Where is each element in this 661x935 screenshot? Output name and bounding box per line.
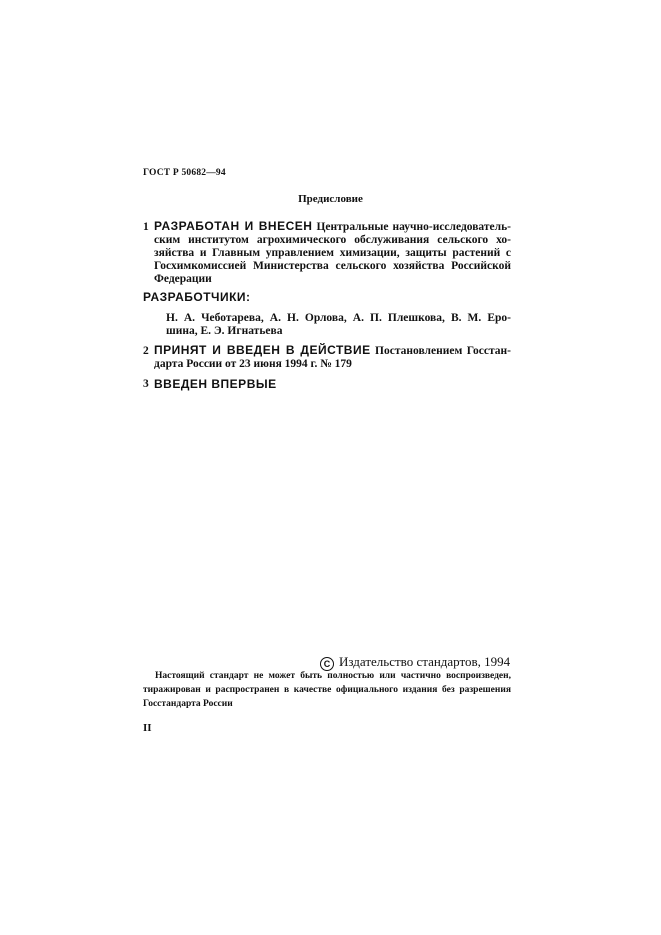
item-2-number: 2 xyxy=(143,345,149,357)
page-number: II xyxy=(143,722,152,734)
item-1-text-3: зяйства и Главным управлением химизации, защиты растений с xyxy=(154,247,511,259)
preface-title: Предисловие xyxy=(298,193,363,205)
developers-heading: РАЗРАБОТЧИКИ: xyxy=(143,290,251,304)
item-2-text-1: Постановлением Госстан- xyxy=(375,345,511,357)
item-1-number: 1 xyxy=(143,221,149,233)
item-3-number: 3 xyxy=(143,378,149,390)
notice-line-1: Настоящий стандарт не может быть полностью или частично воспроизведен, xyxy=(155,671,511,681)
item-1-text-1: Центральные научно-исследователь- xyxy=(316,221,511,233)
item-1-text-5: Федерации xyxy=(154,273,212,285)
item-1-line-1 xyxy=(154,220,511,235)
item-1-heading: РАЗРАБОТАН И ВНЕСЕН xyxy=(154,219,313,233)
item-1-text-2: ским институтом агрохимического обслуживания сельского хо- xyxy=(154,234,511,246)
item-2-heading: ПРИНЯТ И ВВЕДЕН В ДЕЙСТВИЕ xyxy=(154,343,371,357)
item-3-heading: ВВЕДЕН ВПЕРВЫЕ xyxy=(154,377,277,391)
copyright-icon: C xyxy=(320,657,334,671)
developers-line-2: шина, Е. Э. Игнатьева xyxy=(166,325,283,337)
item-1-text-4: Госхимкомиссией Министерства сельского хозяйства Российской xyxy=(154,260,511,272)
notice-line-2: тиражирован и распространен в качестве официального издания без разрешения xyxy=(143,685,511,695)
developers-line-1: Н. А. Чеботарева, А. Н. Орлова, А. П. Плешкова, В. М. Еро- xyxy=(166,312,511,324)
copyright-text: Издательство стандартов, 1994 xyxy=(339,654,511,669)
notice-line-3: Госстандарта России xyxy=(143,699,233,709)
item-2-line-1 xyxy=(154,344,511,359)
document-code: ГОСТ Р 50682—94 xyxy=(143,168,226,178)
item-2-text-2: дарта России от 23 июня 1994 г. № 179 xyxy=(154,358,352,370)
